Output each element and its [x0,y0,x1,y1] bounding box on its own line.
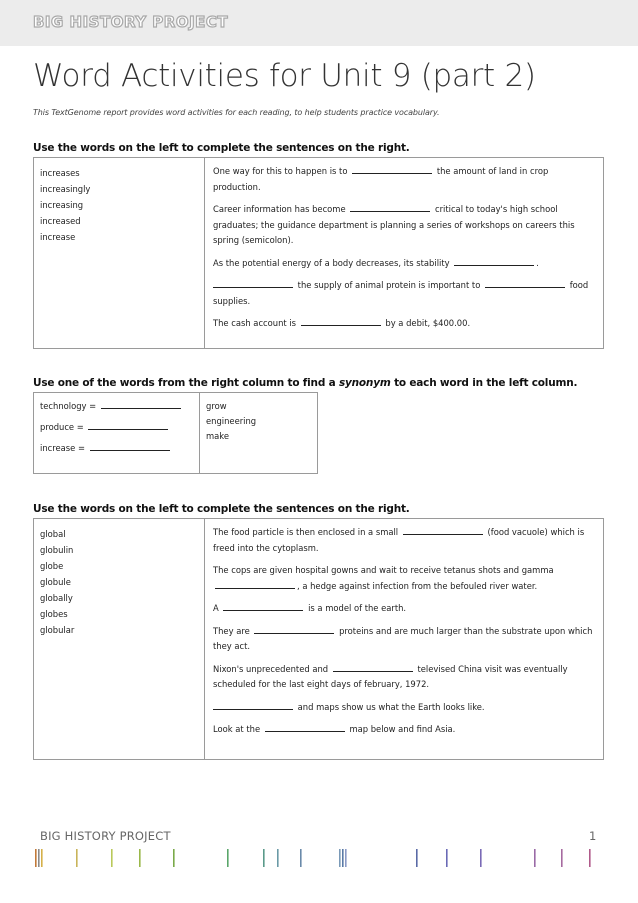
section3-table [33,518,604,760]
sentence: Nixon's unprecedented and televised China visit was eventually scheduled for the last eight days of february, 1972. [213,663,568,689]
answer-blank[interactable] [223,602,303,611]
answer-blank[interactable] [352,165,432,174]
word-item: increased [40,216,81,226]
word-item: global [40,529,66,539]
answer-blank[interactable] [213,279,293,288]
answer-blank[interactable] [454,257,534,266]
word-item: increasingly [40,184,91,194]
synonym-prompt: produce = [40,420,193,435]
answer-blank[interactable] [485,279,565,288]
synonym-prompt: technology = [40,399,193,414]
page-title: Word Activities for Unit 9 (part 2) [33,58,536,94]
word-item: increasing [40,200,84,210]
intro-text: This TextGenome report provides word activities for each reading, to help students practice vocabulary. [33,108,440,117]
section3-instruction: Use the words on the left to complete the sentences on the right. [33,503,410,515]
synonym-left-column [34,393,200,474]
answer-blank[interactable] [301,317,381,326]
answer-blank[interactable] [215,580,295,589]
answer-blank[interactable] [101,400,181,409]
footer-color-bars [33,849,603,867]
sentence: the supply of animal protein is important to food supplies. [213,280,589,306]
brand-logo: BIG HISTORY PROJECT [33,13,229,31]
word-item: globally [40,593,73,603]
synonym-option: make [206,431,229,441]
answer-blank[interactable] [213,701,293,710]
section1-sentences [205,158,604,349]
sentence: Look at the map below and find Asia. [213,724,456,734]
synonym-option: engineering [206,416,257,426]
footer-brand: BIG HISTORY PROJECT [40,829,171,843]
sentence: The cash account is by a debit, $400.00. [213,318,471,328]
synonym-option: grow [206,401,227,411]
synonym-table [33,392,318,474]
answer-blank[interactable] [265,723,345,732]
word-item: globes [40,609,68,619]
word-item: globe [40,561,64,571]
word-item: increase [40,232,76,242]
sentence: The cops are given hospital gowns and wait to receive tetanus shots and gamma , a hedge against infection from the befouled river water. [213,565,554,591]
sentence: One way for this to happen is to the amount of land in crop production. [213,166,549,192]
header-band [0,0,638,46]
word-item: increases [40,168,80,178]
section3-sentences [205,519,604,760]
section3-word-list [34,519,205,760]
answer-blank[interactable] [350,203,430,212]
sentence: Career information has become critical to today's high school graduates; the guidance department is planning a series of workshops on careers this spring (semicolon). [213,204,575,245]
synonym-prompt: increase = [40,441,193,456]
synonym-right-column [200,393,318,474]
section1-instruction: Use the words on the left to complete the sentences on the right. [33,142,410,154]
section1-table [33,157,604,349]
word-item: globulin [40,545,74,555]
answer-blank[interactable] [403,526,483,535]
sentence: The food particle is then enclosed in a small (food vacuole) which is freed into the cytoplasm. [213,527,585,553]
sentence: A is a model of the earth. [213,603,407,613]
answer-blank[interactable] [90,442,170,451]
page-number: 1 [589,829,597,843]
sentence: They are proteins and are much larger than the substrate upon which they act. [213,625,593,651]
answer-blank[interactable] [333,663,413,672]
word-item: globule [40,577,71,587]
section1-word-list [34,158,205,349]
sentence: As the potential energy of a body decreases, its stability . [213,257,539,268]
sentence: and maps show us what the Earth looks like. [213,700,595,716]
answer-blank[interactable] [88,421,168,430]
section2-instruction: Use one of the words from the right column to find a synonym to each word in the left column. [33,377,578,389]
word-item: globular [40,625,75,635]
answer-blank[interactable] [254,625,334,634]
